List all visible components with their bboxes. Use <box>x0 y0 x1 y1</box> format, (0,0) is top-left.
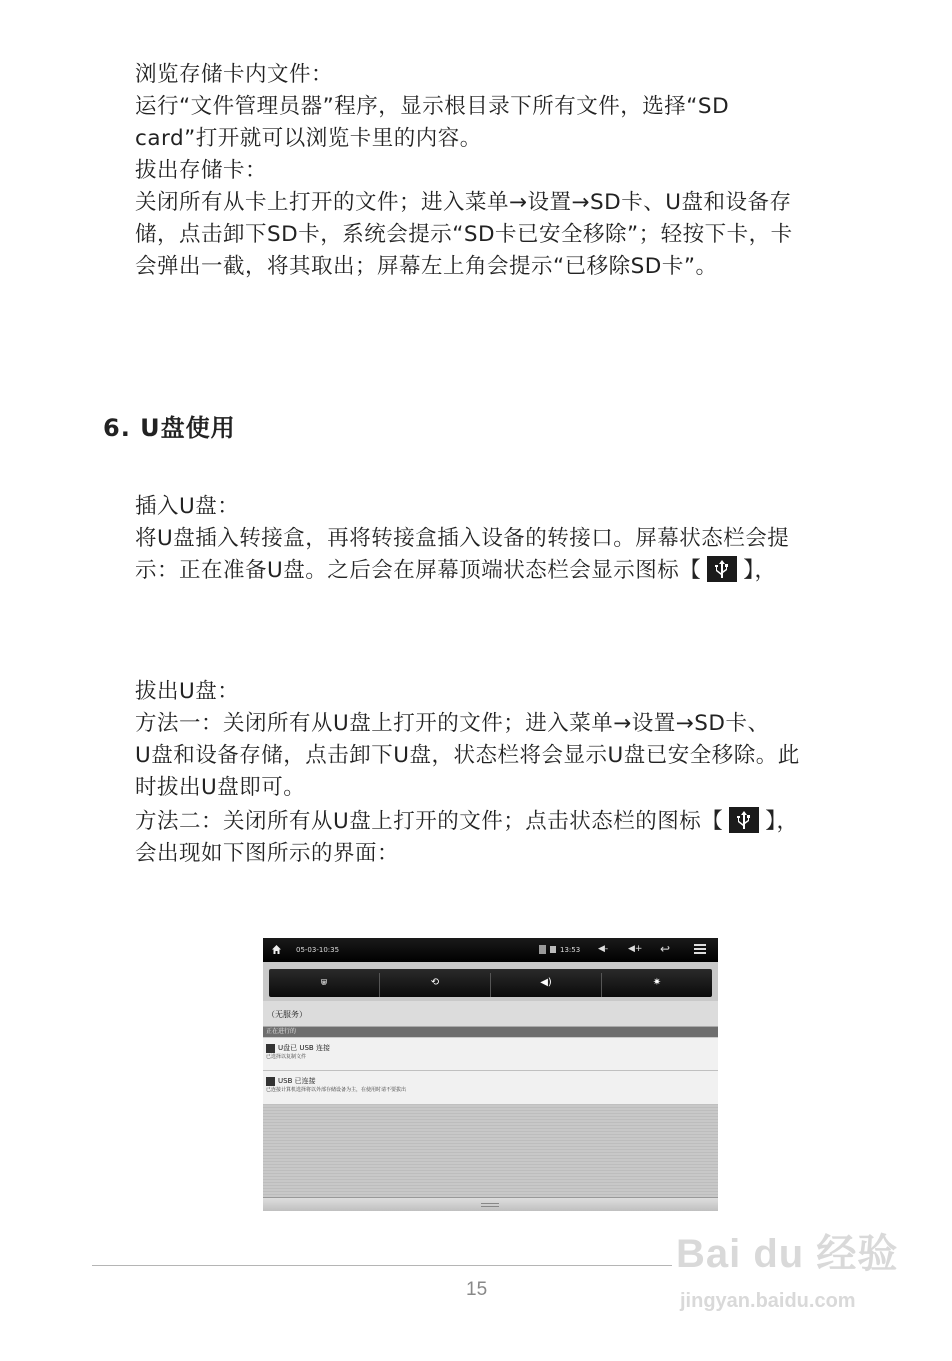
notification-subtitle: 已连接计算机选择将以外部存储设备为主，在使用时请不要拔出 <box>266 1087 407 1093</box>
insert-usb-text-2b: 】， <box>743 558 777 583</box>
remove-card-text-3: 会弹出一截，将其取出；屏幕左上角会提示“已移除SD卡”。 <box>135 254 718 279</box>
insert-usb-text-2a: 示：正在准备U盘。之后会在屏幕顶端状态栏会显示图标【 <box>135 558 702 583</box>
rotate-icon: ⟲ <box>430 977 440 988</box>
browse-card-text-1: 运行“文件管理员器”程序，显示根目录下所有文件，选择“SD <box>135 94 730 119</box>
notification-usb-storage[interactable] <box>263 1038 718 1071</box>
remove-usb-method2-2: 会出现如下图所示的界面： <box>135 841 400 866</box>
drag-handle-bar[interactable] <box>263 1197 718 1211</box>
usb-icon <box>729 807 759 833</box>
wifi-icon: ⩐ <box>320 977 328 988</box>
remove-usb-method2-1a: 方法二：关闭所有从U盘上打开的文件；点击状态栏的图标【 <box>135 809 724 834</box>
device-screenshot <box>263 938 718 1211</box>
brightness-icon: ✷ <box>652 977 662 988</box>
section-heading: 6. U盘使用 <box>103 414 236 442</box>
sd-status-icon <box>550 946 556 953</box>
menu-icon[interactable] <box>694 944 706 954</box>
ongoing-header: 正在进行的 <box>263 1027 718 1037</box>
no-service-text: （无服务） <box>267 1010 307 1019</box>
sound-toggle[interactable] <box>491 969 601 997</box>
back-icon[interactable]: ↩ <box>660 942 671 956</box>
quick-settings <box>269 969 712 997</box>
page-number: 15 <box>466 1279 488 1300</box>
wifi-toggle[interactable] <box>269 969 379 997</box>
watermark-url: jingyan.baidu.com <box>680 1290 856 1312</box>
usb-storage-icon <box>266 1044 275 1053</box>
home-icon <box>271 944 282 957</box>
status-bar <box>263 938 718 962</box>
footer-divider <box>92 1265 672 1266</box>
volume-down-icon[interactable]: ◀- <box>598 944 609 954</box>
remove-card-text-2: 储，点击卸下SD卡，系统会提示“SD卡已安全移除”；轻按下卡，卡 <box>135 222 793 247</box>
insert-usb-text-1: 将U盘插入转接盒，再将转接盒插入设备的转接口。屏幕状态栏会提 <box>135 526 790 551</box>
carrier-row <box>263 1001 718 1027</box>
status-date: 05-03-10:35 <box>296 946 340 954</box>
browse-card-text-2: card”打开就可以浏览卡里的内容。 <box>135 126 482 151</box>
remove-card-title: 拔出存储卡： <box>135 158 268 183</box>
insert-usb-text-2 <box>135 555 865 587</box>
volume-up-icon[interactable]: ◀+ <box>628 944 643 954</box>
remove-usb-method2-1b: 】， <box>765 809 799 834</box>
status-time: 13:53 <box>560 946 581 954</box>
remove-usb-title: 拔出U盘： <box>135 679 240 704</box>
brightness-toggle[interactable] <box>602 969 712 997</box>
grip-icon <box>481 1201 499 1207</box>
remove-usb-method1-3: 时拔出U盘即可。 <box>135 775 306 800</box>
usb-status-icon <box>539 945 546 954</box>
notification-usb-connected[interactable] <box>263 1071 718 1105</box>
insert-usb-title: 插入U盘： <box>135 494 240 519</box>
remove-usb-method2-1 <box>135 806 865 838</box>
empty-area <box>263 1105 718 1198</box>
speaker-icon: ◀) <box>540 977 552 988</box>
notification-title: U盘已 USB 连接 <box>278 1044 330 1052</box>
watermark <box>676 1222 899 1312</box>
usb-icon <box>707 556 737 582</box>
notification-title: USB 已连接 <box>278 1077 316 1085</box>
remove-card-text-1: 关闭所有从卡上打开的文件；进入菜单→设置→SD卡、U盘和设备存 <box>135 190 792 215</box>
browse-card-title: 浏览存储卡内文件： <box>135 62 334 87</box>
usb-connected-icon <box>266 1077 275 1086</box>
remove-usb-method1-1: 方法一：关闭所有从U盘上打开的文件；进入菜单→设置→SD卡、 <box>135 711 770 736</box>
watermark-brand: Bai du 经验 <box>676 1232 899 1276</box>
rotate-toggle[interactable] <box>380 969 490 997</box>
remove-usb-method1-2: U盘和设备存储，点击卸下U盘，状态栏将会显示U盘已安全移除。此 <box>135 743 800 768</box>
notification-subtitle: 已选择以复制文件 <box>266 1054 307 1060</box>
